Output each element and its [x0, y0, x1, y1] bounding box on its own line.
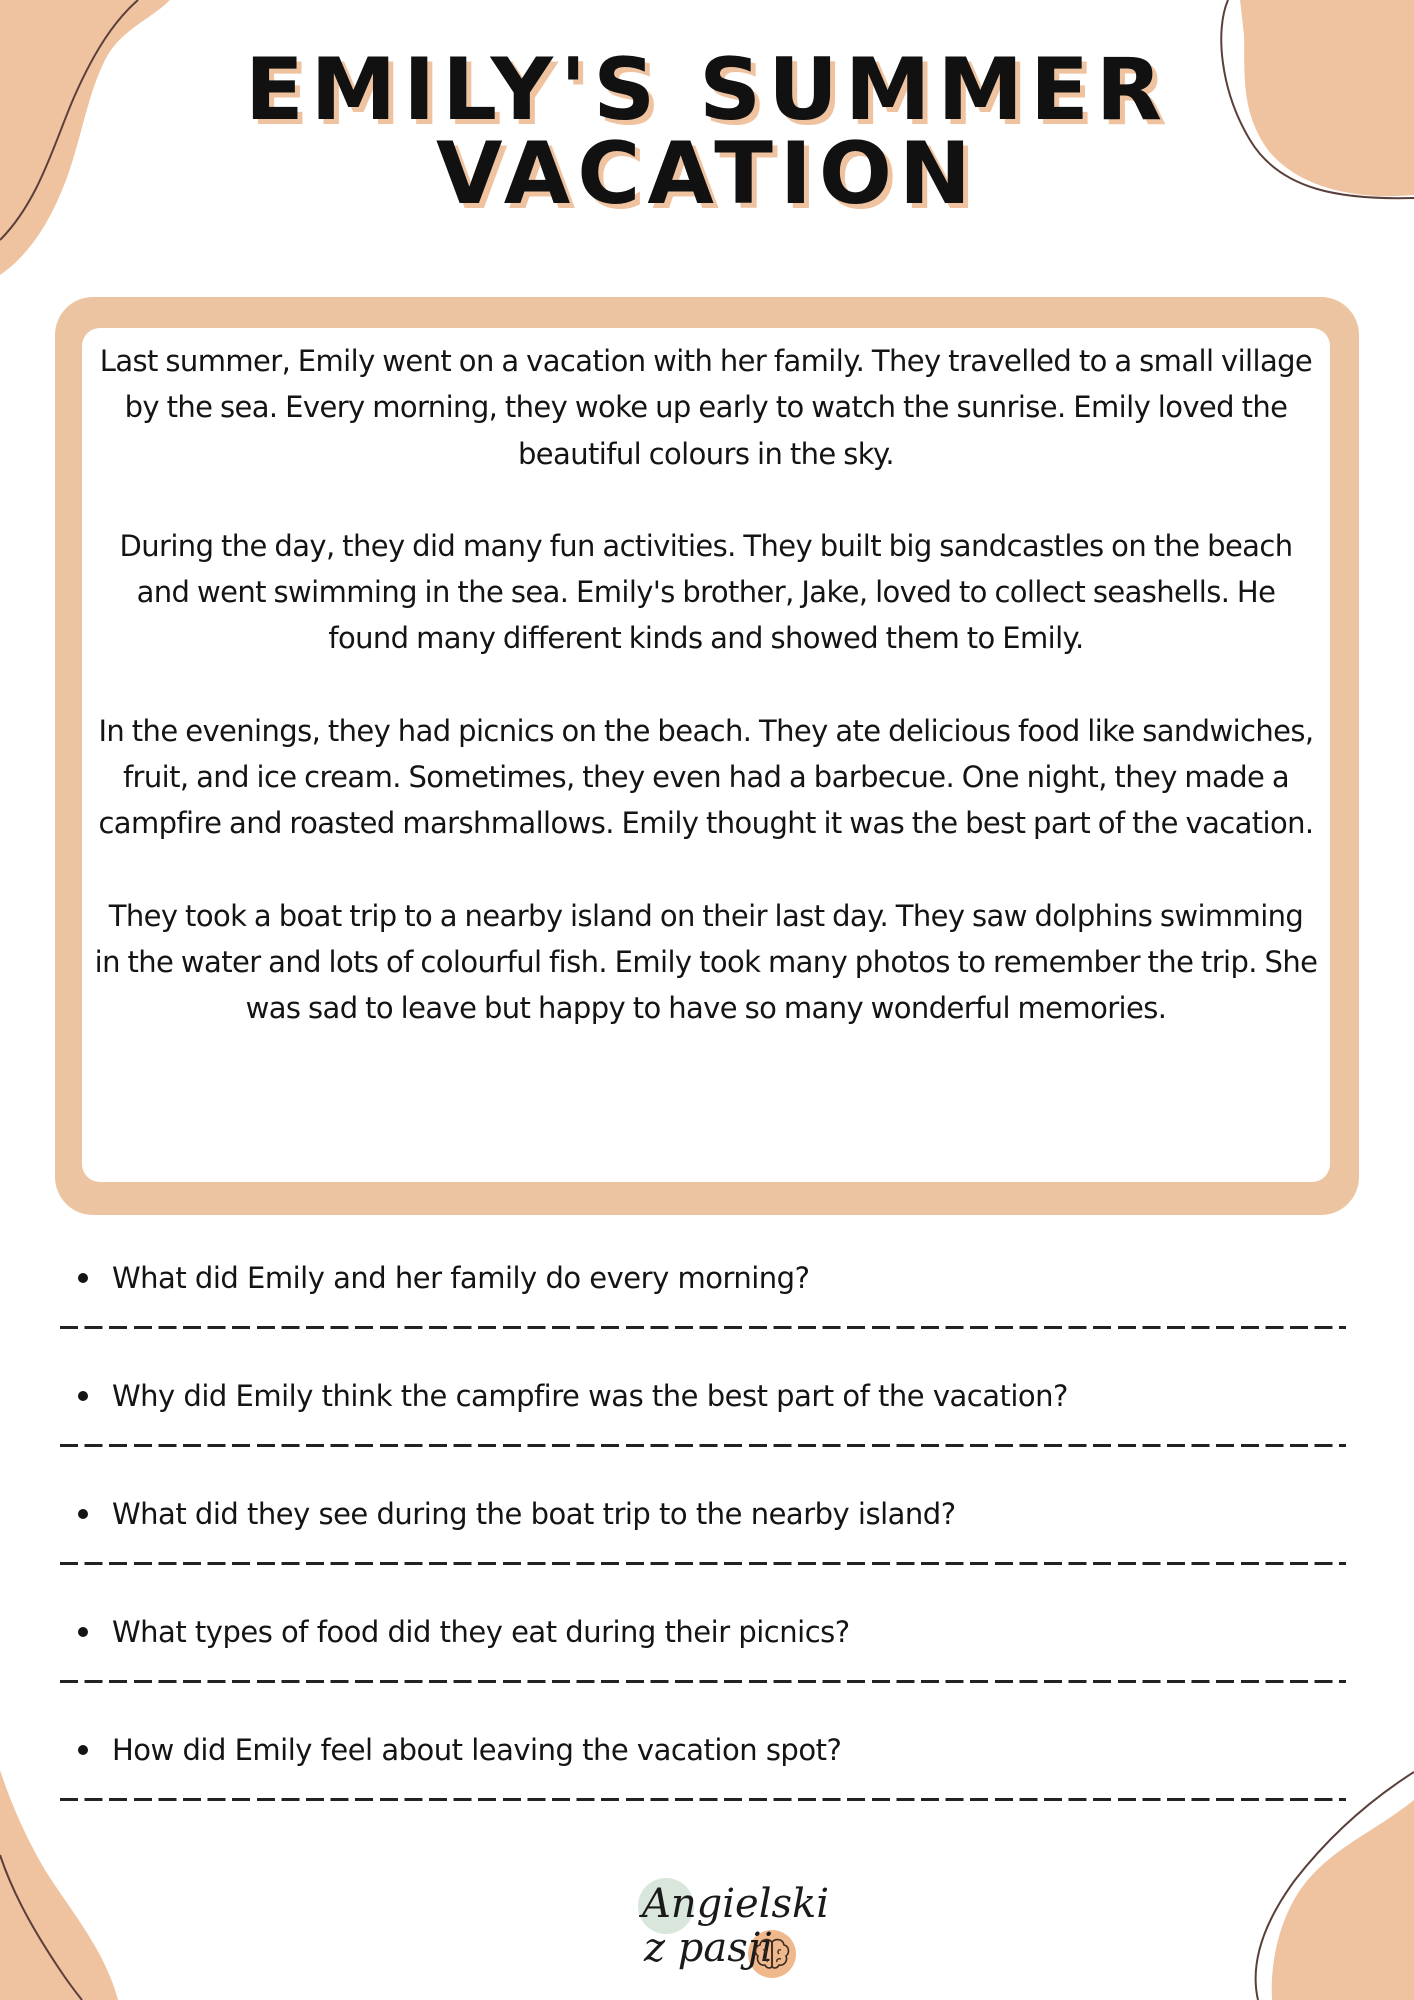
logo-text-line1: Angielski	[642, 1881, 830, 1927]
story-paragraph: In the evenings, they had picnics on the beach. They ate delicious food like sandwiches, fruit, and ice cream. Sometimes, they even had a barbecue. One night, they made a campfire and roasted marshmallows. Emily thought it was the best part of the vacation.	[98, 713, 1314, 841]
page-title-line1: EMILY'S SUMMER	[244, 40, 1170, 140]
question-list	[60, 1258, 1350, 1848]
bullet-icon	[78, 1745, 88, 1755]
question-text: What did they see during the boat trip to the nearby island?	[112, 1497, 956, 1531]
logo-text-line2: z pasji	[644, 1925, 773, 1971]
question-item	[60, 1612, 1350, 1730]
question-text: Why did Emily think the campfire was the best part of the vacation?	[112, 1379, 1068, 1413]
story-paragraph: Last summer, Emily went on a vacation with her family. They travelled to a small village by the sea. Every morning, they woke up early to watch the sunrise. Emily loved the beautiful colours in the sky.	[99, 344, 1313, 471]
page-title-line2: VACATION	[435, 124, 979, 224]
answer-line[interactable]	[60, 1562, 1346, 1565]
question-item	[60, 1730, 1350, 1848]
story-text-box	[82, 328, 1330, 1182]
question-text: What types of food did they eat during their picnics?	[112, 1615, 850, 1649]
answer-line[interactable]	[60, 1326, 1346, 1329]
answer-line[interactable]	[60, 1444, 1346, 1447]
bullet-icon	[78, 1627, 88, 1637]
story-paragraph: They took a boat trip to a nearby island on their last day. They saw dolphins swimming in the water and lots of colourful fish. Emily took many photos to remember the trip. She was sad to leave but happy to have so many wonderful memories.	[94, 898, 1318, 1026]
question-item	[60, 1258, 1350, 1376]
answer-line[interactable]	[60, 1680, 1346, 1683]
question-item	[60, 1376, 1350, 1494]
decor-line-bottom-left	[0, 1855, 82, 2000]
brand-logo	[630, 1878, 830, 1978]
story-paragraph: During the day, they did many fun activities. They built big sandcastles on the beach and went swimming in the sea. Emily's brother, Jake, loved to collect seashells. He found many different kinds and showed them to Emily.	[119, 528, 1293, 656]
question-item	[60, 1494, 1350, 1612]
bullet-icon	[78, 1509, 88, 1519]
bullet-icon	[78, 1391, 88, 1401]
page-title	[0, 40, 1414, 224]
question-text: What did Emily and her family do every morning?	[112, 1261, 810, 1295]
question-text: How did Emily feel about leaving the vacation spot?	[112, 1733, 842, 1767]
bullet-icon	[78, 1273, 88, 1283]
answer-line[interactable]	[60, 1798, 1346, 1801]
brain-icon	[752, 1936, 792, 1972]
